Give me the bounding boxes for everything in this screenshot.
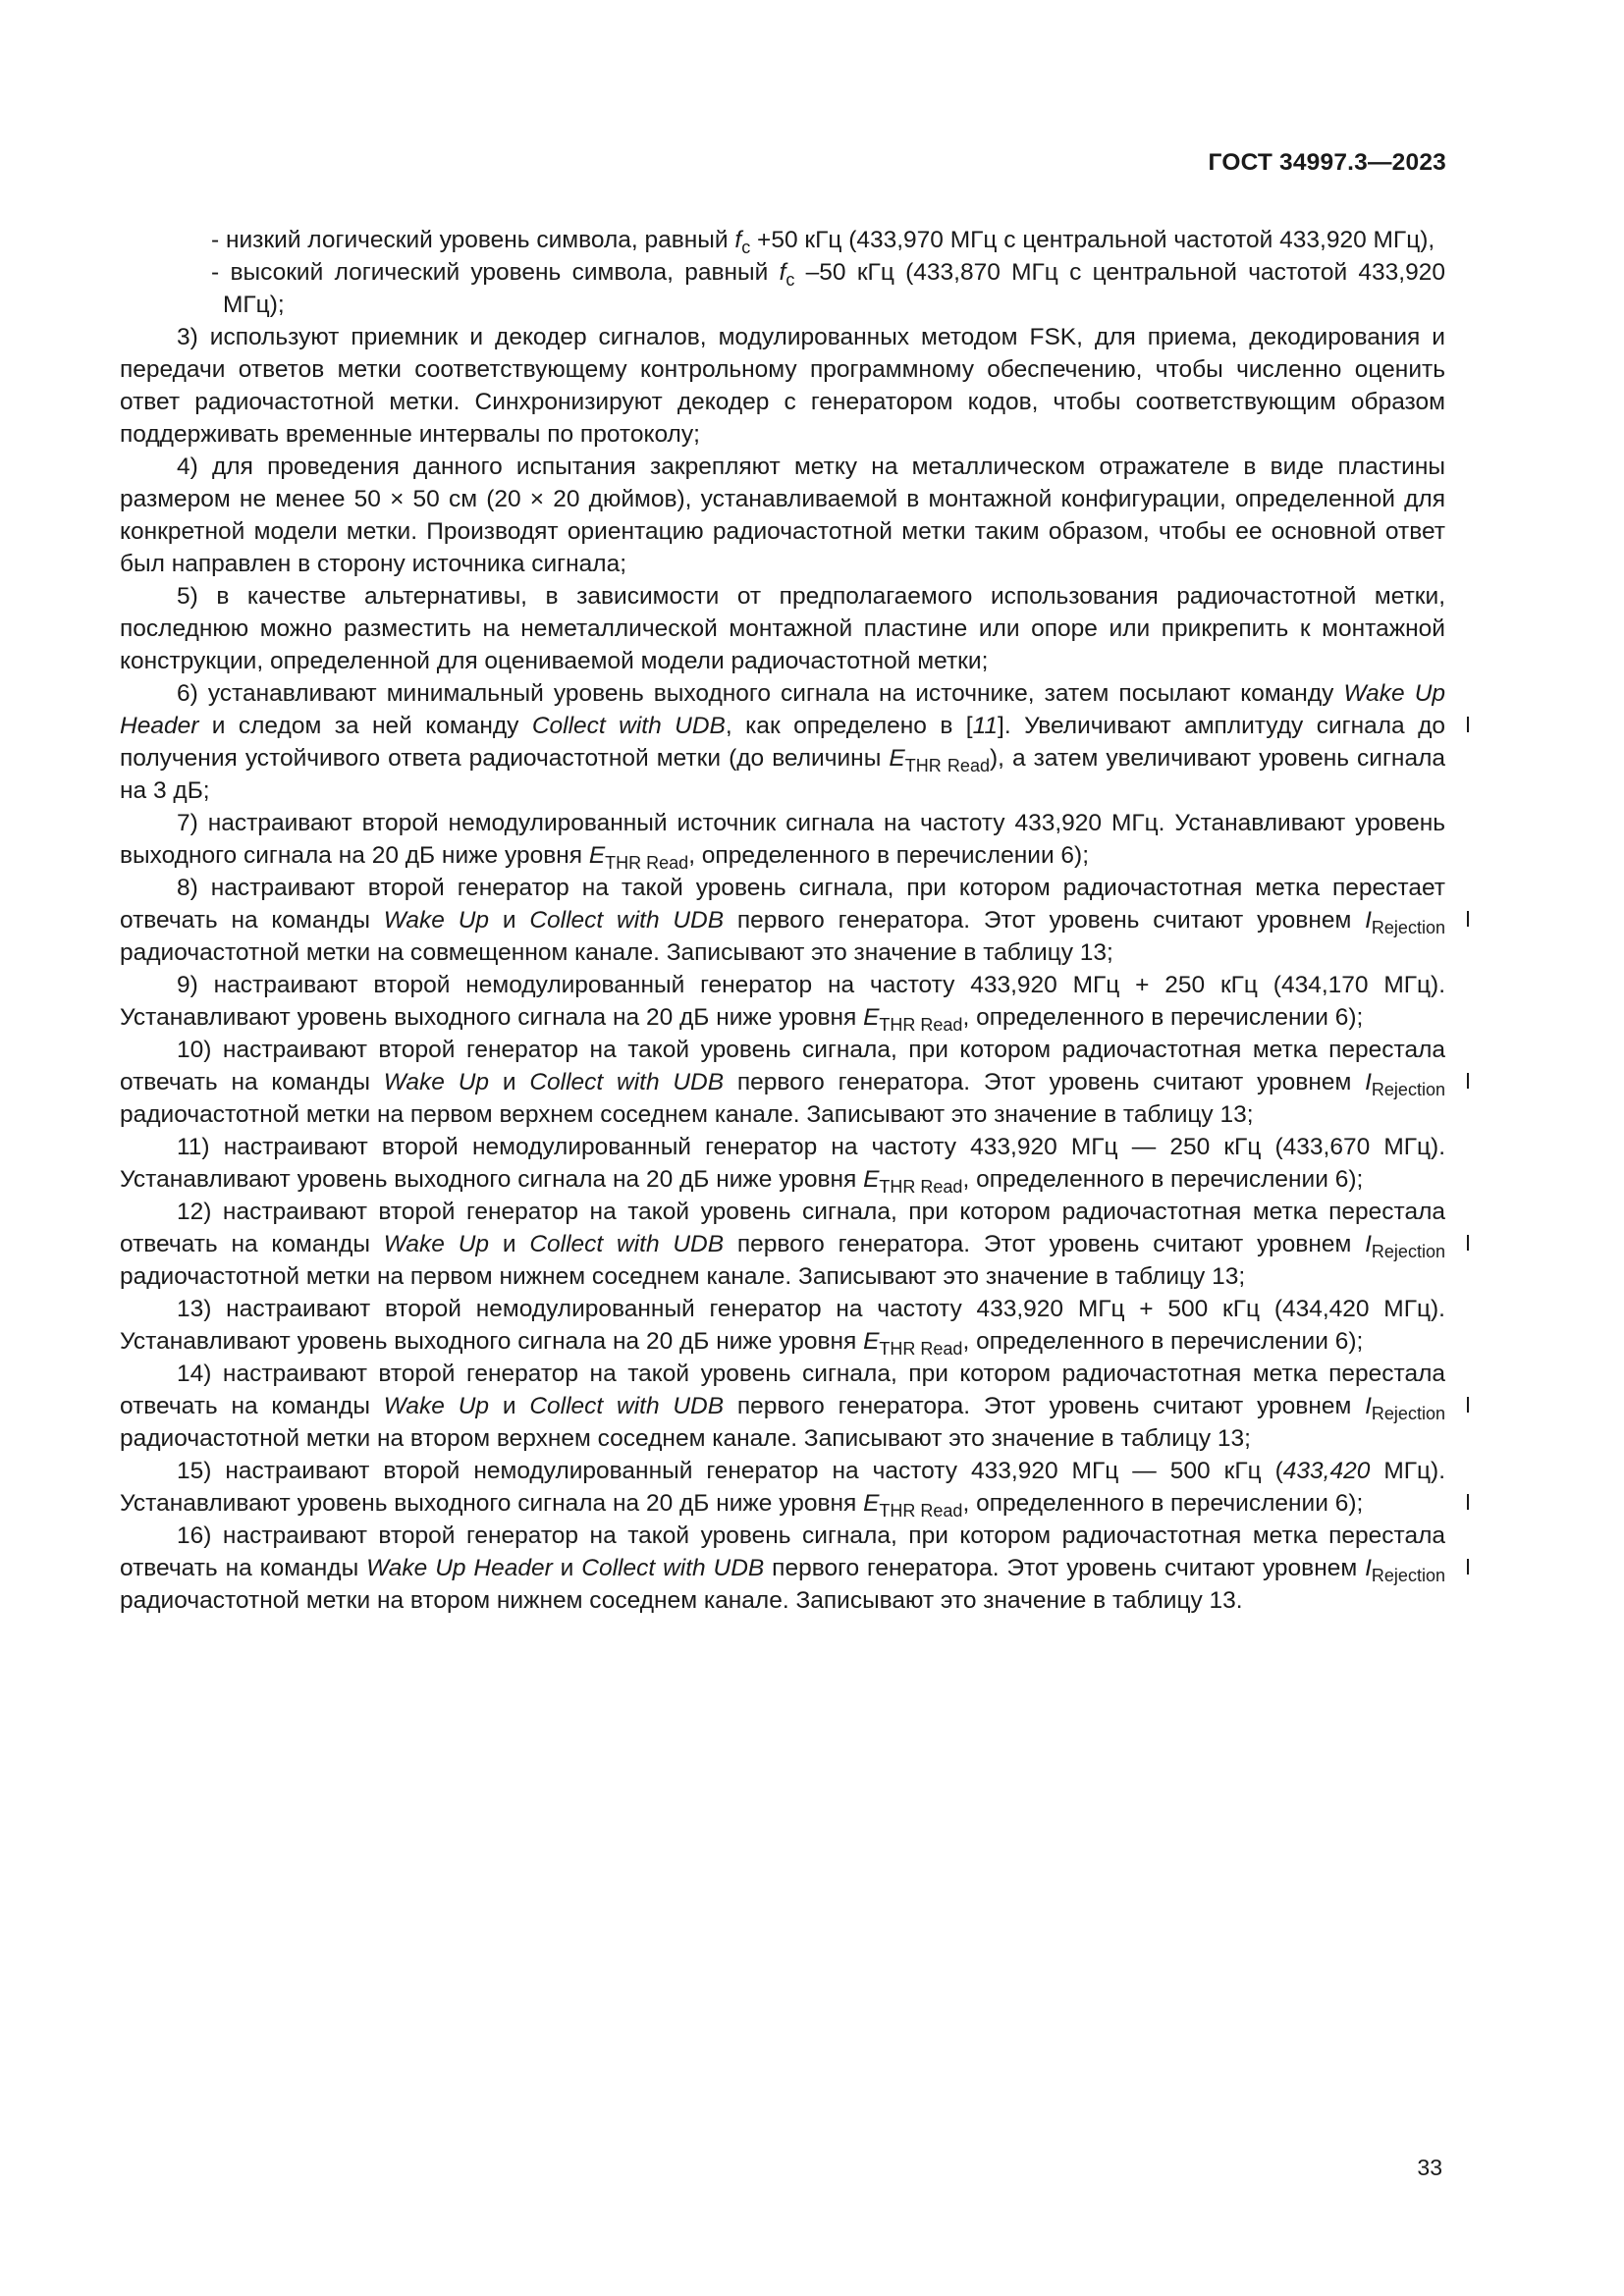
change-bar (1467, 717, 1469, 732)
list-dash-item-high: - высокий логический уровень символа, равный $f_c$ –50 кГц (433,870 МГц с центральной частотой 433,920 МГц); (211, 259, 1445, 318)
list-item-12: 12) настраивают второй генератор на такой уровень сигнала, при котором радиочастотная метка перестала отвечать на команды Wake Up и Collect with UDB первого генератора. Этот уровень считают уровнем $I_{Rejection}$ радиочастотной метки на первом нижнем соседнем канале. Записывают это значение в таблицу 13; (120, 1196, 1445, 1293)
change-bar (1467, 1397, 1469, 1413)
list-dash-item-low: - низкий логический уровень символа, равный $f_c +50$ кГц (433,970 МГц с центральной частотой 433,920 МГц), (211, 227, 1435, 257)
list-item-10: 10) настраивают второй генератор на такой уровень сигнала, при котором радиочастотная метка перестала отвечать на команды Wake Up и Collect with UDB первого генератора. Этот уровень считают уровнем $I_{Rejection}$ радиочастотной метки на первом верхнем соседнем канале. Записывают это значение в таблицу 13; (120, 1034, 1445, 1131)
list-item-8: 8) настраивают второй генератор на такой уровень сигнала, при котором радиочастотная метка перестает отвечать на команды Wake Up и Collect with UDB первого генератора. Этот уровень считают уровнем $I_{Rejection}$ радиочастотной метки на совмещенном канале. Записывают это значение в таблицу 13; (120, 872, 1445, 969)
list-item-11: 11) настраивают второй немодулированный генератор на частоту 433,920 МГц — 250 кГц (433,670 МГц). Устанавливают уровень выходного сигнала на 20 дБ ниже уровня $E_{THR Read}$, определенного в перечислении 6); (120, 1134, 1445, 1197)
list-item-9: 9) настраивают второй немодулированный генератор на частоту 433,920 МГц + 250 кГц (434,170 МГц). Устанавливают уровень выходного сигнала на 20 дБ ниже уровня $E_{THR Read}$, определенного в перечислении 6); (120, 972, 1445, 1035)
list-item-16: 16) настраивают второй генератор на такой уровень сигнала, при котором радиочастотная метка перестала отвечать на команды Wake Up Header и Collect with UDB первого генератора. Этот уровень считают уровнем $I_{Rejection}$ радиочастотной метки на втором нижнем соседнем канале. Записывают это значение в таблицу 13. (120, 1520, 1445, 1617)
list-item-6: 6) устанавливают минимальный уровень выходного сигнала на источнике, затем посылают команду Wake Up Header и следом за ней команду Collect with UDB, как определено в [11]. Увеличивают амплитуду сигнала до получения устойчивого ответа радиочастотной метки (до величины $E_{THR Read}$), а затем увеличивают уровень сигнала на 3 дБ; (120, 677, 1445, 807)
change-bar (1467, 1073, 1469, 1089)
change-bar (1467, 911, 1469, 927)
reference-link[interactable]: 11 (972, 713, 999, 739)
list-item-15: 15) настраивают второй немодулированный генератор на частоту 433,920 МГц — 500 кГц (433,420 МГц). Устанавливают уровень выходного сигнала на 20 дБ ниже уровня $E_{THR Read}$, определенного в перечислении 6); (120, 1455, 1445, 1520)
list-item-5: 5) в качестве альтернативы, в зависимости от предполагаемого использования радиочастотной метки, последнюю можно разместить на неметаллической монтажной пластине или опоре или прикрепить к монтажной конструкции, определенной для оцениваемой модели радиочастотной метки; (120, 583, 1445, 674)
list-item-14: 14) настраивают второй генератор на такой уровень сигнала, при котором радиочастотная метка перестала отвечать на команды Wake Up и Collect with UDB первого генератора. Этот уровень считают уровнем $I_{Rejection}$ радиочастотной метки на втором верхнем соседнем канале. Записывают это значение в таблицу 13; (120, 1358, 1445, 1455)
list-item-4: 4) для проведения данного испытания закрепляют метку на металлическом отражателе в виде пластины размером не менее 50 × 50 см (20 × 20 дюймов), устанавливаемой в монтажной конфигурации, определенной для конкретной модели метки. Производят ориентацию радиочастотной метки таким образом, чтобы ее основной ответ был направлен в сторону источника сигнала; (120, 454, 1445, 577)
list-item-3: 3) используют приемник и декодер сигналов, модулированных методом FSK, для приема, декодирования и передачи ответов метки соответствующему контрольному программному обеспечению, чтобы численно оценить ответ радиочастотной метки. Синхронизируют декодер с генератором кодов, чтобы соответствующим образом поддерживать временные интервалы по протоколу; (120, 324, 1445, 448)
document-body (120, 224, 1445, 1617)
change-bar (1467, 1235, 1469, 1251)
list-item-13: 13) настраивают второй немодулированный генератор на частоту 433,920 МГц + 500 кГц (434,420 МГц). Устанавливают уровень выходного сигнала на 20 дБ ниже уровня $E_{THR Read}$, определенного в перечислении 6); (120, 1296, 1445, 1359)
change-bar (1467, 1559, 1469, 1575)
page-number: 33 (1417, 2155, 1442, 2180)
document-id-header: ГОСТ 34997.3—2023 (1208, 149, 1446, 176)
change-bar (1467, 1494, 1469, 1510)
list-item-7: 7) настраивают второй немодулированный источник сигнала на частоту 433,920 МГц. Устанавливают уровень выходного сигнала на 20 дБ ниже уровня $E_{THR Read}$, определенного в перечислении 6); (120, 810, 1445, 873)
